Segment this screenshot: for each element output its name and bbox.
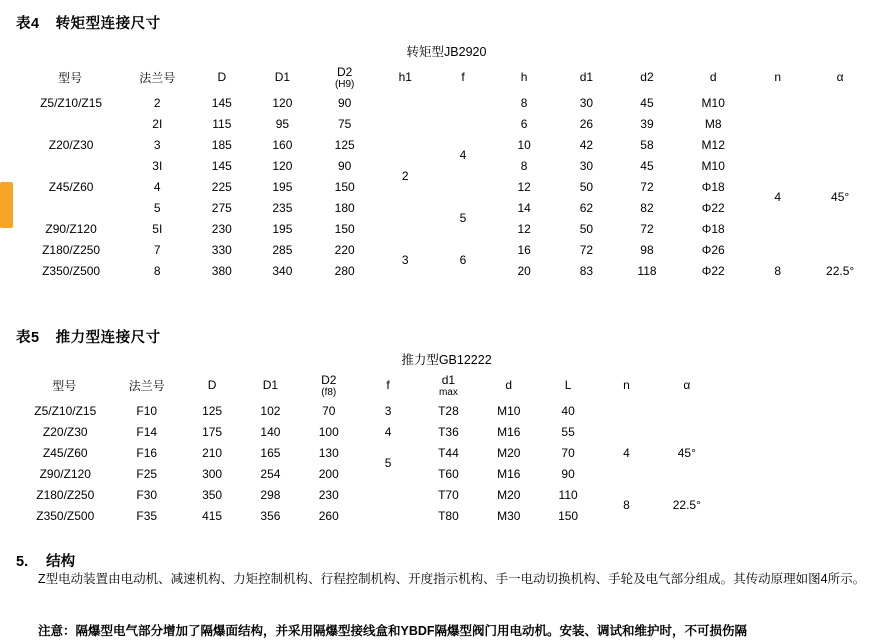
table5-col-n: n [623, 378, 630, 392]
cell-model: Z45/Z60 [42, 445, 88, 460]
cell-alpha [807, 92, 873, 113]
cell-d: M20 [497, 487, 521, 502]
cell-n [597, 400, 655, 421]
table4-col-D2-label: D2 [337, 64, 353, 79]
table-row [18, 421, 718, 442]
table4-header-row [18, 62, 873, 92]
table4-col-D2-sub: (H9) [334, 78, 355, 90]
cell-flange: 5 [153, 200, 161, 215]
table5-col-D2-sub: (f8) [321, 386, 337, 398]
cell-f [435, 176, 492, 197]
cell-h: 20 [517, 263, 531, 278]
cell-d: Φ26 [701, 242, 725, 257]
cell-d1: 50 [579, 221, 594, 236]
cell-D: 185 [211, 137, 232, 152]
cell-d2: 98 [640, 242, 654, 257]
cell-D: 300 [202, 466, 223, 481]
cell-d1: T70 [438, 487, 459, 502]
cell-f: 4 [384, 424, 392, 439]
cell-h1 [376, 218, 435, 239]
cell-d: Φ22 [701, 200, 725, 215]
table4-caption: 转矩型JB2920 [406, 45, 487, 59]
cell-D1: 195 [272, 221, 293, 236]
cell-flange: F10 [136, 403, 158, 418]
table4-col-h: h [520, 70, 528, 84]
cell-D: 210 [202, 445, 223, 460]
cell-flange: F25 [136, 466, 158, 481]
cell-flange: 8 [153, 263, 161, 278]
cell-f [435, 113, 492, 134]
cell-alpha: 22.5° [826, 263, 855, 278]
cell-alpha [807, 134, 873, 155]
cell-d1: 50 [579, 179, 594, 194]
section5-number: 5. [16, 554, 29, 570]
cell-flange: F16 [136, 445, 158, 460]
cell-D2: 180 [334, 200, 355, 215]
cell-h: 14 [517, 200, 531, 215]
cell-d1: 72 [579, 242, 594, 257]
cell-d2: 58 [640, 137, 654, 152]
cell-D1: 298 [260, 487, 281, 502]
cell-d1: 26 [579, 116, 594, 131]
cell-D: 115 [212, 116, 232, 131]
section5-heading [16, 550, 75, 571]
cell-n [748, 134, 807, 155]
cell-d: Φ18 [701, 221, 725, 236]
cell-D2: 125 [334, 137, 355, 152]
cell-flange: 2I [152, 116, 163, 131]
cell-d1: 62 [579, 200, 594, 215]
cell-alpha [656, 400, 718, 421]
cell-D1: 140 [260, 424, 281, 439]
cell-D: 350 [202, 487, 223, 502]
cell-model: Z5/Z10/Z15 [40, 95, 103, 110]
cell-D1: 254 [260, 466, 281, 481]
cell-D: 145 [211, 95, 232, 110]
cell-flange: 7 [153, 242, 161, 257]
cell-flange: 5I [152, 221, 163, 236]
cell-f [358, 505, 418, 526]
cell-alpha: 45° [677, 445, 696, 460]
cell-model [18, 197, 122, 218]
cell-h: 6 [520, 116, 528, 131]
cell-h1 [376, 197, 435, 218]
table5-col-d1-label: d1 [441, 372, 456, 387]
cell-D2: 75 [337, 116, 352, 131]
table4-label: 表4 [16, 16, 40, 32]
cell-D2: 130 [318, 445, 339, 460]
cell-model: Z180/Z250 [36, 487, 95, 502]
cell-d2: 72 [640, 179, 654, 194]
cell-n: 8 [623, 498, 630, 512]
cell-h1: 2 [401, 169, 409, 183]
table4-col-flange: 法兰号 [139, 70, 176, 85]
table4-col-D1: D1 [274, 70, 291, 84]
cell-f: 6 [459, 253, 467, 267]
cell-D2: 220 [334, 242, 355, 257]
table4 [18, 62, 873, 281]
cell-h1: 3 [401, 253, 409, 267]
table4-col-d1: d1 [579, 70, 594, 84]
cell-d2: 45 [640, 158, 654, 173]
page-edge-marker [0, 182, 13, 228]
table5-col-f: f [386, 378, 390, 392]
table5-title: 推力型连接尺寸 [55, 330, 161, 346]
cell-f: 5 [384, 456, 392, 470]
cell-flange: F14 [136, 424, 158, 439]
cell-n [748, 92, 807, 113]
cell-D1: 340 [272, 263, 293, 278]
cell-D1: 120 [272, 158, 293, 173]
cell-L: 70 [561, 445, 575, 460]
table4-col-D: D [217, 70, 227, 84]
table5-col-d1-sub: max [438, 386, 458, 398]
cell-model: Z90/Z120 [45, 221, 97, 236]
cell-alpha: 22.5° [672, 498, 701, 512]
cell-D1: 120 [272, 95, 293, 110]
cell-flange: 3 [153, 137, 161, 152]
cell-model: Z45/Z60 [48, 179, 94, 194]
table5-heading [16, 326, 161, 347]
table5-col-D: D [207, 378, 217, 392]
cell-h: 8 [520, 95, 528, 110]
cell-L: 150 [558, 508, 579, 523]
cell-d: M10 [701, 95, 725, 110]
cell-D: 415 [202, 508, 223, 523]
cell-D2: 230 [318, 487, 339, 502]
cell-h: 16 [517, 242, 531, 257]
cell-model [18, 155, 122, 176]
cell-D: 125 [202, 403, 223, 418]
table5 [18, 370, 718, 526]
cell-model: Z5/Z10/Z15 [34, 403, 97, 418]
cell-h: 12 [517, 221, 531, 236]
cell-L: 55 [561, 424, 575, 439]
cell-alpha [807, 239, 873, 260]
table4-col-d: d [709, 70, 717, 84]
cell-D: 380 [211, 263, 232, 278]
cell-D1: 95 [275, 116, 290, 131]
table5-col-model: 型号 [52, 378, 77, 393]
cell-d2: 45 [640, 95, 654, 110]
table-row [18, 176, 873, 197]
table4-col-d2: d2 [640, 70, 654, 84]
cell-h: 8 [520, 158, 528, 173]
cell-model: Z350/Z500 [42, 263, 101, 278]
table4-col-n: n [774, 70, 782, 84]
table5-col-D2 [300, 370, 358, 400]
cell-d: M16 [497, 424, 521, 439]
cell-flange: 2 [153, 95, 161, 110]
cell-d1: T60 [438, 466, 459, 481]
table5-col-d: d [505, 378, 513, 392]
table-row [18, 197, 873, 218]
table5-col-D2-label: D2 [321, 372, 337, 387]
table4-col-D2 [314, 62, 376, 92]
cell-D2: 150 [334, 221, 355, 236]
cell-d2: 82 [640, 200, 654, 215]
cell-D2: 90 [337, 158, 352, 173]
table-row [18, 400, 718, 421]
table4-col-alpha: α [836, 70, 844, 84]
cell-D1: 102 [260, 403, 281, 418]
cell-d1: 83 [579, 263, 594, 278]
table4-title: 转矩型连接尺寸 [55, 16, 161, 32]
cell-D1: 165 [260, 445, 281, 460]
cell-D: 330 [211, 242, 232, 257]
cell-D2: 200 [318, 466, 339, 481]
cell-alpha [807, 113, 873, 134]
cell-n: 8 [774, 263, 782, 278]
cell-D1: 356 [260, 508, 281, 523]
table5-col-L: L [564, 378, 572, 392]
cell-D: 225 [211, 179, 232, 194]
section5-title: 结构 [46, 554, 76, 570]
table-row [18, 92, 873, 113]
table5-col-flange: 法兰号 [128, 378, 165, 393]
cell-D2: 100 [318, 424, 339, 439]
cell-model [18, 113, 122, 134]
table5-label: 表5 [16, 330, 40, 346]
cell-d: M12 [701, 137, 725, 152]
table5-col-D1: D1 [262, 378, 279, 392]
cell-d2: 72 [640, 221, 654, 236]
cell-f: 5 [459, 211, 467, 225]
cell-d1: T80 [438, 508, 459, 523]
cell-d1: T28 [438, 403, 459, 418]
table-row [18, 239, 873, 260]
cell-d: M10 [701, 158, 725, 173]
table4-col-f: f [461, 70, 465, 84]
cell-D1: 285 [272, 242, 293, 257]
cell-D2: 70 [322, 403, 336, 418]
cell-L: 110 [558, 487, 578, 502]
cell-D: 275 [211, 200, 232, 215]
table5-header-row [18, 370, 718, 400]
cell-D: 230 [211, 221, 232, 236]
cell-d2: 118 [637, 263, 657, 278]
section5-note: 注意：隔爆型电气部分增加了隔爆面结构，并采用隔爆型接线盒和YBDF隔爆型阀门用电动机。安装、调试和维护时，不可损伤隔 [38, 624, 748, 638]
cell-d: M30 [497, 508, 521, 523]
table-row [18, 484, 718, 505]
cell-D1: 195 [272, 179, 293, 194]
cell-flange: F30 [136, 487, 158, 502]
table-row [18, 113, 873, 134]
cell-D2: 150 [334, 179, 355, 194]
cell-d1: 30 [579, 95, 594, 110]
cell-model: Z20/Z30 [48, 137, 94, 152]
cell-d1: 30 [579, 158, 594, 173]
cell-h1 [376, 134, 435, 155]
cell-f: 4 [459, 148, 467, 162]
cell-model: Z90/Z120 [39, 466, 91, 481]
cell-model: Z180/Z250 [42, 242, 101, 257]
cell-D2: 260 [318, 508, 339, 523]
cell-L: 40 [561, 403, 575, 418]
cell-alpha: 45° [831, 190, 850, 204]
table4-heading [16, 12, 161, 33]
table5-caption: 推力型GB12222 [401, 353, 492, 367]
cell-d: M20 [497, 445, 521, 460]
cell-f: 3 [384, 403, 392, 418]
table4-col-model: 型号 [58, 70, 83, 85]
cell-L: 90 [561, 466, 575, 481]
table5-col-d1 [418, 370, 478, 400]
cell-D2: 90 [337, 95, 352, 110]
cell-flange: 3I [152, 158, 163, 173]
cell-model: Z350/Z500 [36, 508, 95, 523]
cell-d1: 42 [579, 137, 594, 152]
cell-D2: 280 [334, 263, 355, 278]
cell-f [435, 92, 492, 113]
cell-d2: 39 [640, 116, 654, 131]
cell-D: 175 [202, 424, 223, 439]
cell-n: 4 [623, 445, 630, 460]
cell-d1: T44 [438, 445, 459, 460]
section5-paragraph: Z型电动装置由电动机、减速机构、力矩控制机构、行程控制机构、开度指示机构、手一电动切换机构、手轮及电气部分组成。其传动原理如图4所示。 [38, 572, 866, 586]
cell-D1: 235 [272, 200, 293, 215]
cell-d: Φ18 [701, 179, 725, 194]
table-row [18, 134, 873, 155]
cell-h1 [376, 92, 435, 113]
cell-h1 [376, 113, 435, 134]
cell-flange: 4 [153, 179, 161, 194]
cell-D1: 160 [272, 137, 293, 152]
cell-f [358, 484, 418, 505]
cell-D: 145 [211, 158, 232, 173]
cell-h: 10 [517, 137, 531, 152]
cell-d: Φ22 [701, 263, 725, 278]
cell-d: M10 [497, 403, 521, 418]
cell-flange: F35 [136, 508, 158, 523]
cell-n [748, 113, 807, 134]
cell-model: Z20/Z30 [42, 424, 88, 439]
cell-d: M8 [704, 116, 722, 131]
cell-n [748, 239, 807, 260]
table5-col-alpha: α [683, 378, 691, 392]
cell-h: 12 [517, 179, 531, 194]
cell-d: M16 [497, 466, 521, 481]
cell-n: 4 [774, 190, 782, 204]
cell-d1: T36 [438, 424, 459, 439]
table4-col-h1: h1 [398, 70, 412, 84]
